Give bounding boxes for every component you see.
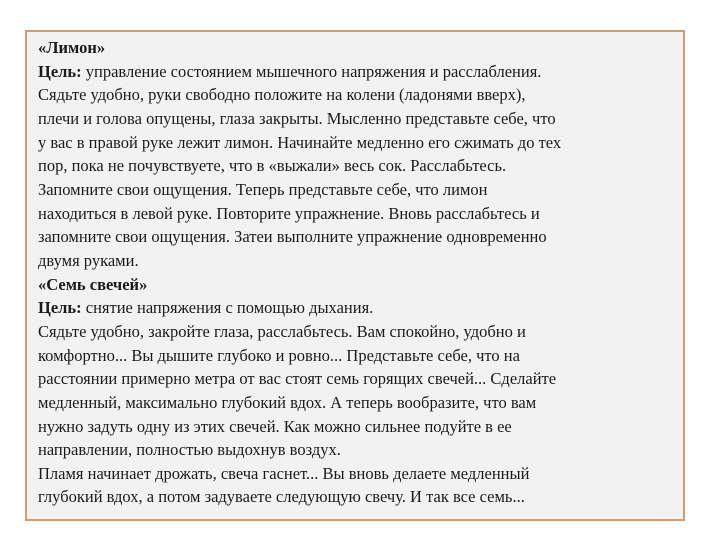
text-line: пор, пока не почувствуете, что в «выжали» весь сок. Расслабьтесь. bbox=[38, 156, 507, 176]
text-line: комфортно... Вы дышите глубоко и ровно... Представьте себе, что на bbox=[38, 345, 520, 365]
goal-label: Цель: bbox=[38, 61, 82, 81]
goal-text: управление состоянием мышечного напряжения и расслабления. bbox=[81, 61, 542, 81]
text-line: у вас в правой руке лежит лимон. Начинайте медленно его сжимать до тех bbox=[38, 132, 562, 152]
text-line: глубокий вдох, а потом задуваете следующую свечу. И так все семь... bbox=[38, 487, 525, 507]
slide-text bbox=[38, 36, 673, 509]
goal-label: Цель: bbox=[38, 298, 82, 318]
text-line: Сядьте удобно, закройте глаза, расслабьтесь. Вам спокойно, удобно и bbox=[38, 321, 526, 341]
goal-text: снятие напряжения с помощью дыхания. bbox=[81, 298, 374, 318]
exercise-goal-lemon bbox=[38, 60, 673, 84]
text-line: плечи и голова опущены, глаза закрыты. Мысленно представьте себе, что bbox=[38, 108, 556, 128]
exercise-title-seven-candles: «Семь свечей» bbox=[38, 274, 148, 294]
exercise-title-lemon: «Лимон» bbox=[38, 38, 106, 57]
text-line: направлении, полностью выдохнув воздух. bbox=[38, 440, 341, 460]
slide-text-box bbox=[25, 30, 685, 521]
text-line: двумя руками. bbox=[38, 250, 139, 270]
text-line: запомните свои ощущения. Затеи выполните упражнение одновременно bbox=[38, 227, 547, 247]
text-line: Пламя начинает дрожать, свеча гаснет... Вы вновь делаете медленный bbox=[38, 463, 530, 483]
text-line: медленный, максимально глубокий вдох. А теперь вообразите, что вам bbox=[38, 392, 537, 412]
text-line: Сядьте удобно, руки свободно положите на колени (ладонями вверх), bbox=[38, 85, 526, 105]
text-line: нужно задуть одну из этих свечей. Как можно сильнее подуйте в ее bbox=[38, 416, 512, 436]
text-line: Запомните свои ощущения. Теперь представьте себе, что лимон bbox=[38, 179, 488, 199]
exercise-goal-seven-candles bbox=[38, 296, 673, 320]
text-line: расстоянии примерно метра от вас стоят семь горящих свечей... Сделайте bbox=[38, 369, 557, 389]
text-line: находиться в левой руке. Повторите упражнение. Вновь расслабьтесь и bbox=[38, 203, 540, 223]
